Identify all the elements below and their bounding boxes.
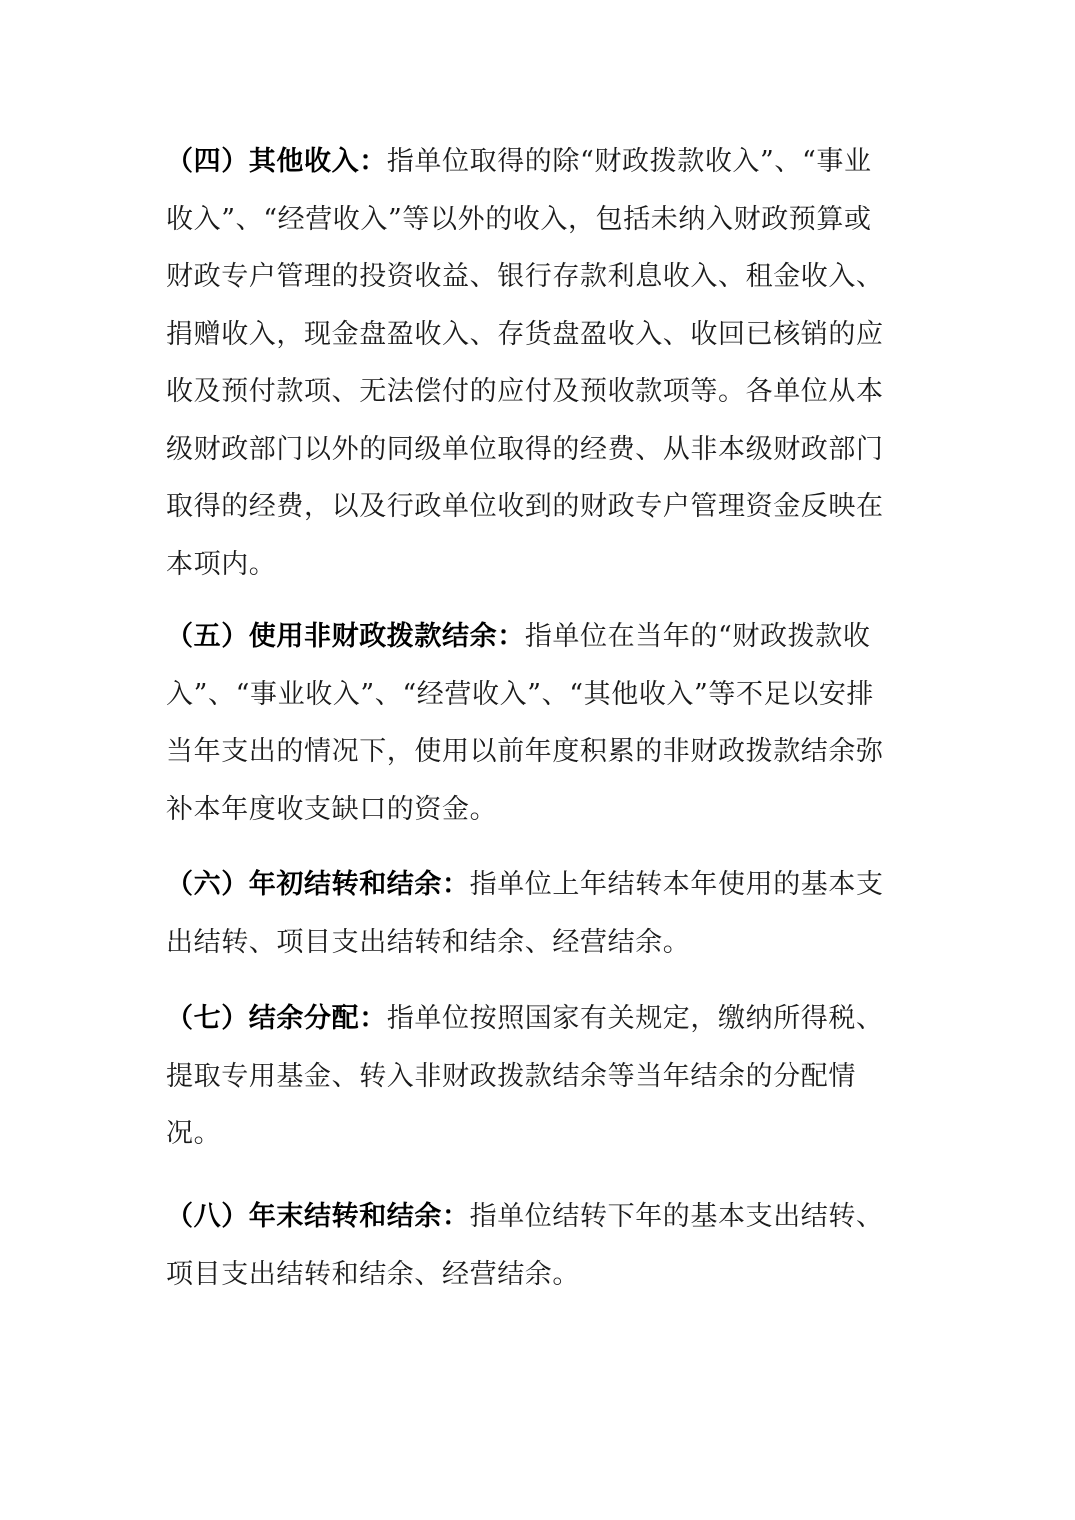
paragraph-heading: （四）其他收入： [166,146,387,177]
paragraph-body: 指单位按照国家有关规定，缴纳所得税、提取专用基金、转入非财政拨款结余等当年结余的分配情况。 [166,1003,884,1149]
paragraph-body: 指单位结转下年的基本支出结转、项目支出结转和结余、经营结余。 [166,1201,884,1290]
paragraph-body: 指单位在当年的“财政拨款收入”、“事业收入”、“经营收入”、“其他收入”等不足以安排当年支出的情况下，使用以前年度积累的非财政拨款结余弥补本年度收支缺口的资金。 [166,621,884,825]
paragraph-non-fiscal-surplus-use [166,608,886,838]
paragraph-other-income [166,133,886,593]
paragraph-body: 指单位上年结转本年使用的基本支出结转、项目支出结转和结余、经营结余。 [166,869,884,958]
paragraph-body: 指单位取得的除“财政拨款收入”、“事业收入”、“经营收入”等以外的收入，包括未纳入财政预算或财政专户管理的投资收益、银行存款利息收入、租金收入、捐赠收入，现金盘盈收入、存货盘盈收入、收回已核销的应收及预付款项、无法偿付的应付及预收款项等。各单位从本级财政部门以外的同级单位取得的经费、从非本级财政部门取得的经费，以及行政单位收到的财政专户管理资金反映在本项内。 [166,146,884,580]
paragraph-heading: （五）使用非财政拨款结余： [166,621,525,652]
paragraph-heading: （六）年初结转和结余： [166,869,470,900]
paragraph-heading: （七）结余分配： [166,1003,387,1034]
paragraph-surplus-distribution [166,990,886,1163]
paragraph-heading: （八）年末结转和结余： [166,1201,470,1232]
paragraph-beginning-carryover [166,856,886,971]
paragraph-year-end-carryover [166,1188,886,1303]
